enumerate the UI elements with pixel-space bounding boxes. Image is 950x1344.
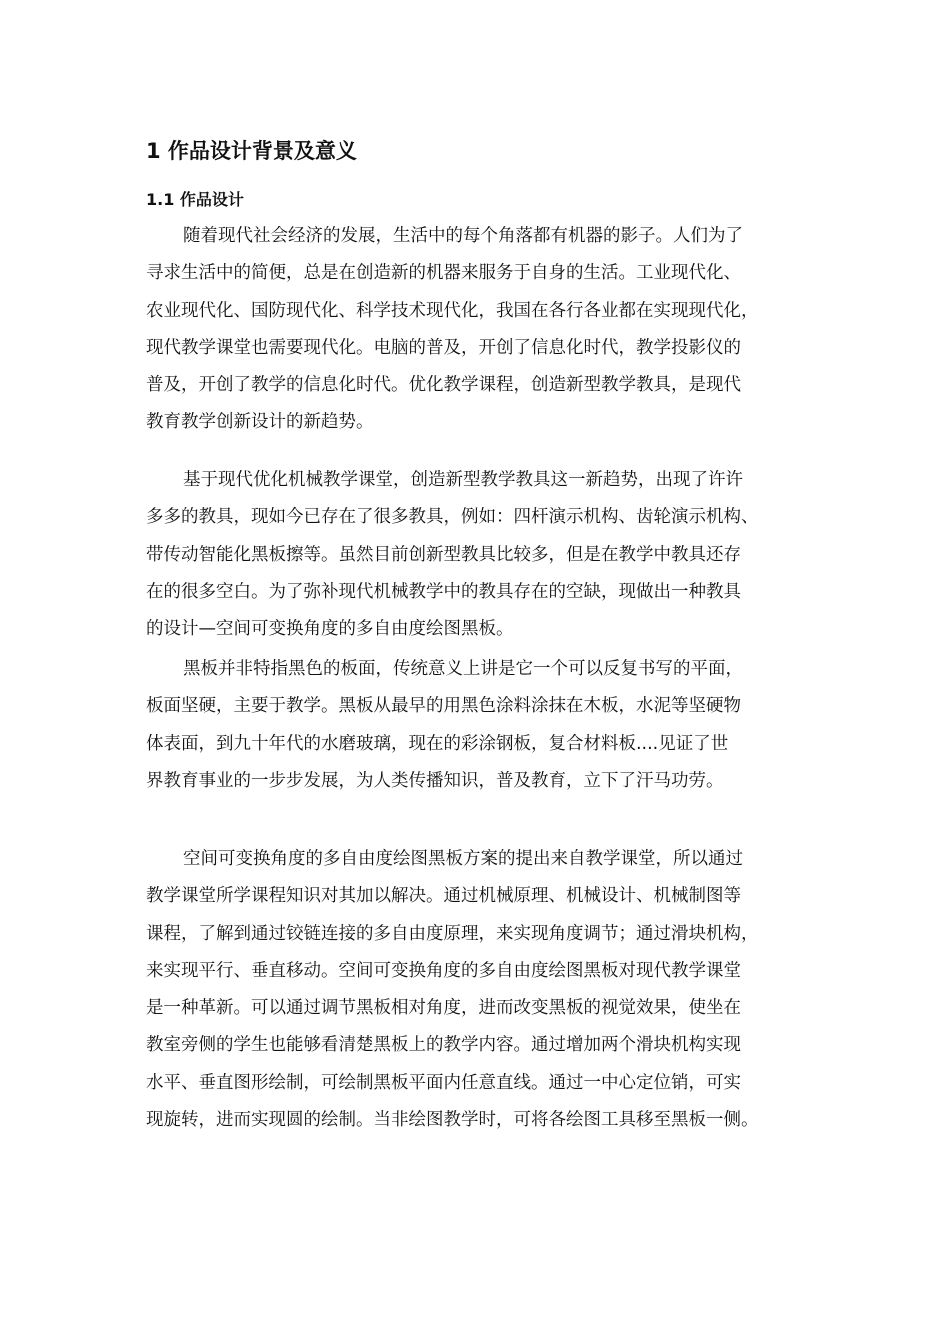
text-line: 农业现代化、国防现代化、科学技术现代化，我国在各行各业都在实现现代化， [146, 300, 759, 321]
text-line: 界教育事业的一步步发展，为人类传播知识，普及教育，立下了汗马功劳。 [146, 770, 724, 791]
text-line: 多多的教具，现如今已存在了很多教具，例如：四杆演示机构、齿轮演示机构、 [146, 507, 759, 528]
text-line: 寻求生活中的简便，总是在创造新的机器来服务于自身的生活。工业现代化、 [146, 263, 741, 284]
text-line: 带传动智能化黑板擦等。虽然目前创新型教具比较多，但是在教学中教具还存 [146, 544, 741, 565]
text-line: 现旋转，进而实现圆的绘制。当非绘图教学时，可将各绘图工具移至黑板一侧。 [146, 1110, 759, 1131]
text-line: 水平、垂直图形绘制，可绘制黑板平面内任意直线。通过一中心定位销，可实 [146, 1072, 741, 1093]
text-line: 空间可变换角度的多自由度绘图黑板方案的提出来自教学课堂，所以通过 [183, 849, 743, 869]
text-line: 课程，了解到通过铰链连接的多自由度原理，来实现角度调节；通过滑块机构， [146, 923, 759, 944]
text-line: 教室旁侧的学生也能够看清楚黑板上的教学内容。通过增加两个滑块机构实现 [146, 1035, 741, 1056]
text-line: 来实现平行、垂直移动。空间可变换角度的多自由度绘图黑板对现代教学课堂 [146, 960, 741, 981]
text-line: 板面坚硬，主要于教学。黑板从最早的用黑色涂料涂抹在木板，水泥等坚硬物 [146, 696, 741, 717]
subsection-heading: 1.1 作品设计 [146, 190, 244, 209]
text-line: 教学课堂所学课程知识对其加以解决。通过机械原理、机械设计、机械制图等 [146, 886, 741, 907]
text-line: 现代教学课堂也需要现代化。电脑的普及，开创了信息化时代，教学投影仪的 [146, 337, 741, 358]
text-line: 普及，开创了教学的信息化时代。优化教学课程，创造新型教学教具，是现代 [146, 375, 741, 396]
paragraph-3 [146, 651, 826, 800]
text-line: 基于现代优化机械教学课堂，创造新型教学教具这一新趋势，出现了许许 [183, 470, 743, 490]
paragraph-1 [146, 218, 826, 442]
text-line: 教育教学创新设计的新趋势。 [146, 412, 374, 433]
paragraph-4 [146, 841, 826, 1139]
section-heading: 1 作品设计背景及意义 [146, 139, 357, 163]
text-line: 在的很多空白。为了弥补现代机械教学中的教具存在的空缺，现做出一种教具 [146, 581, 741, 602]
paragraph-2 [146, 462, 826, 648]
text-line: 体表面，到九十年代的水磨玻璃，现在的彩涂钢板，复合材料板....见证了世 [146, 733, 729, 754]
text-line: 黑板并非特指黑色的板面，传统意义上讲是它一个可以反复书写的平面， [183, 659, 743, 679]
text-line: 是一种革新。可以通过调节黑板相对角度，进而改变黑板的视觉效果，使坐在 [146, 998, 741, 1019]
text-line: 随着现代社会经济的发展，生活中的每个角落都有机器的影子。人们为了 [183, 226, 743, 246]
text-line: 的设计—空间可变换角度的多自由度绘图黑板。 [146, 619, 514, 640]
